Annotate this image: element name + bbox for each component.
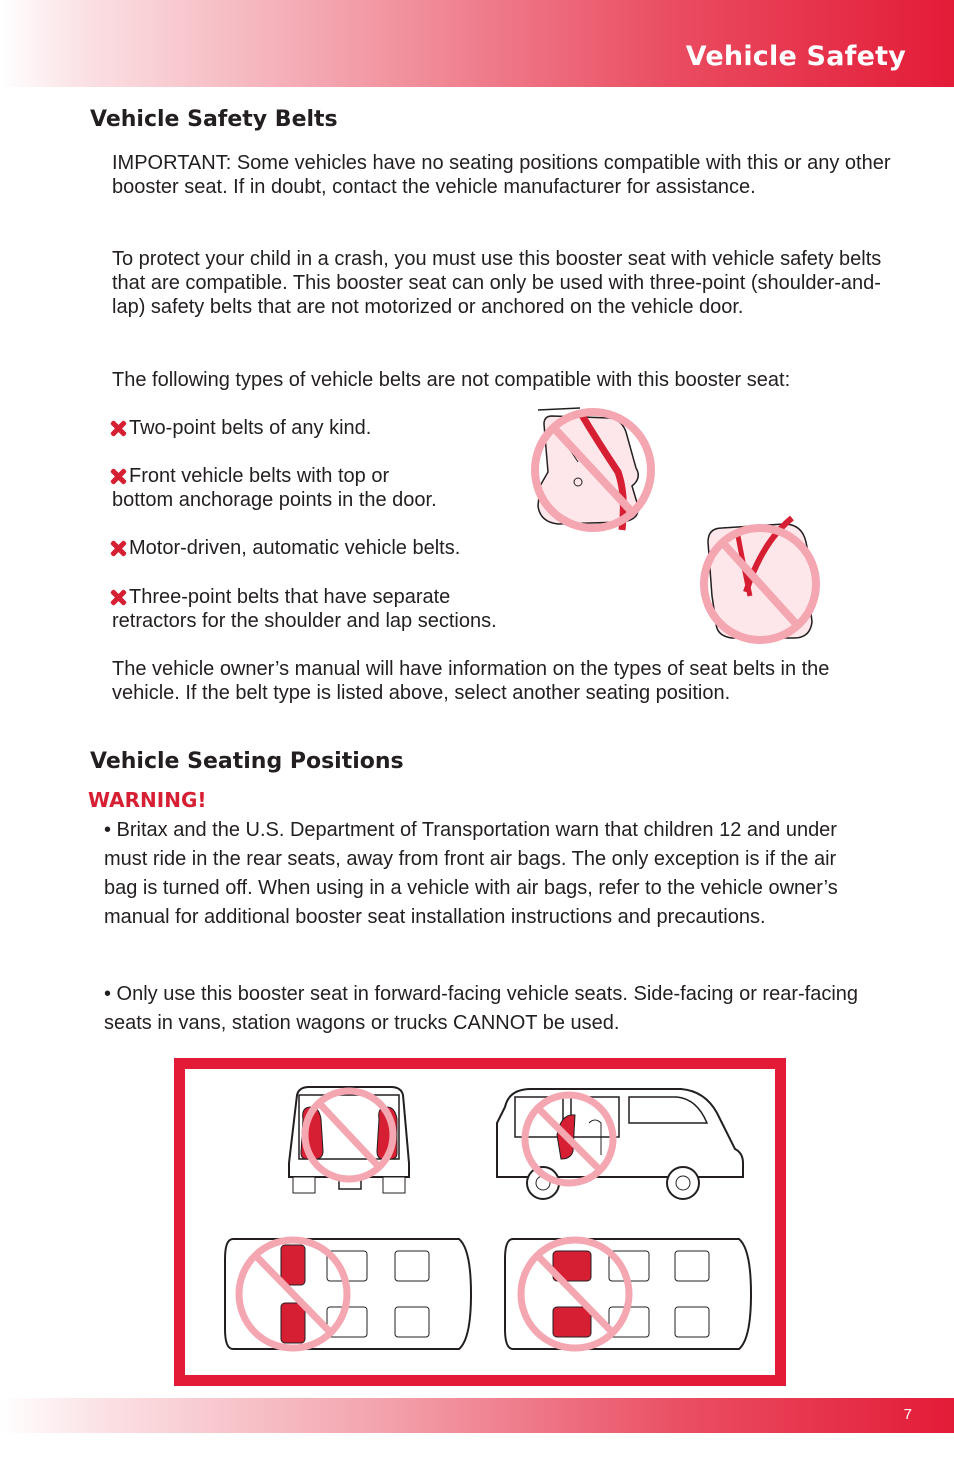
x-mark-icon: [110, 589, 126, 605]
van-side-facing-seat-illustration: [491, 1083, 755, 1205]
following-paragraph: The following types of vehicle belts are not compatible with this booster seat:: [112, 369, 791, 391]
seat-door-belt-prohibited-illustration: [518, 402, 668, 537]
van-top-view-side-facing-illustration: [219, 1229, 475, 1359]
page-title: Vehicle Safety: [685, 41, 906, 72]
warning-paragraph-1: • Britax and the U.S. Department of Transportation warn that children 12 and under must ride in the rear seats, away from front air bags. The only exception is if the air bag is turned off. When using in a vehicle with air bags, refer to the vehicle owner’s manual for additional booster seat installation instructions and precautions.: [104, 819, 838, 928]
section-heading-belts: Vehicle Safety Belts: [90, 107, 338, 132]
x-mark-icon: [110, 420, 126, 436]
warning-paragraph-2: • Only use this booster seat in forward-facing vehicle seats. Side-facing or rear-facing seats in vans, station wagons or trucks CANNOT be used.: [104, 983, 859, 1034]
footer-band: [0, 1398, 954, 1433]
bullet-two-point: Two-point belts of any kind.: [110, 416, 371, 440]
page-number: 7: [903, 1406, 912, 1423]
bullet-door-belts-cont: bottom anchorage points in the door.: [112, 489, 437, 511]
bullet-door-belts: Front vehicle belts with top or: [110, 464, 389, 488]
warning-title: WARNING!: [88, 788, 207, 812]
header-band: [0, 0, 954, 87]
protect-paragraph: To protect your child in a crash, you must use this booster seat with vehicle safety belts that are compatible. This booster seat can only be used with three-point (shoulder-and-lap) safety belts that are not motorized or anchored on the vehicle door.: [112, 248, 882, 318]
manual-paragraph: The vehicle owner’s manual will have information on the types of seat belts in the vehicle. If the belt type is listed above, select another seating position.: [112, 658, 830, 704]
van-top-view-rear-facing-illustration: [499, 1229, 755, 1359]
truck-rear-facing-seats-illustration: [279, 1083, 419, 1195]
bullet-separate-retractors-cont: retractors for the shoulder and lap sections.: [112, 610, 497, 632]
x-mark-icon: [110, 468, 126, 484]
section-heading-seating: Vehicle Seating Positions: [90, 749, 404, 774]
bullet-motorized: Motor-driven, automatic vehicle belts.: [110, 536, 460, 560]
seating-illustration-panel: [174, 1058, 786, 1386]
important-paragraph: IMPORTANT: Some vehicles have no seating positions compatible with this or any other booster seat. If in doubt, contact the vehicle manufacturer for assistance.: [112, 152, 891, 198]
seat-motorized-belt-prohibited-illustration: [692, 512, 832, 644]
bullet-separate-retractors: Three-point belts that have separate: [110, 585, 450, 609]
x-mark-icon: [110, 540, 126, 556]
